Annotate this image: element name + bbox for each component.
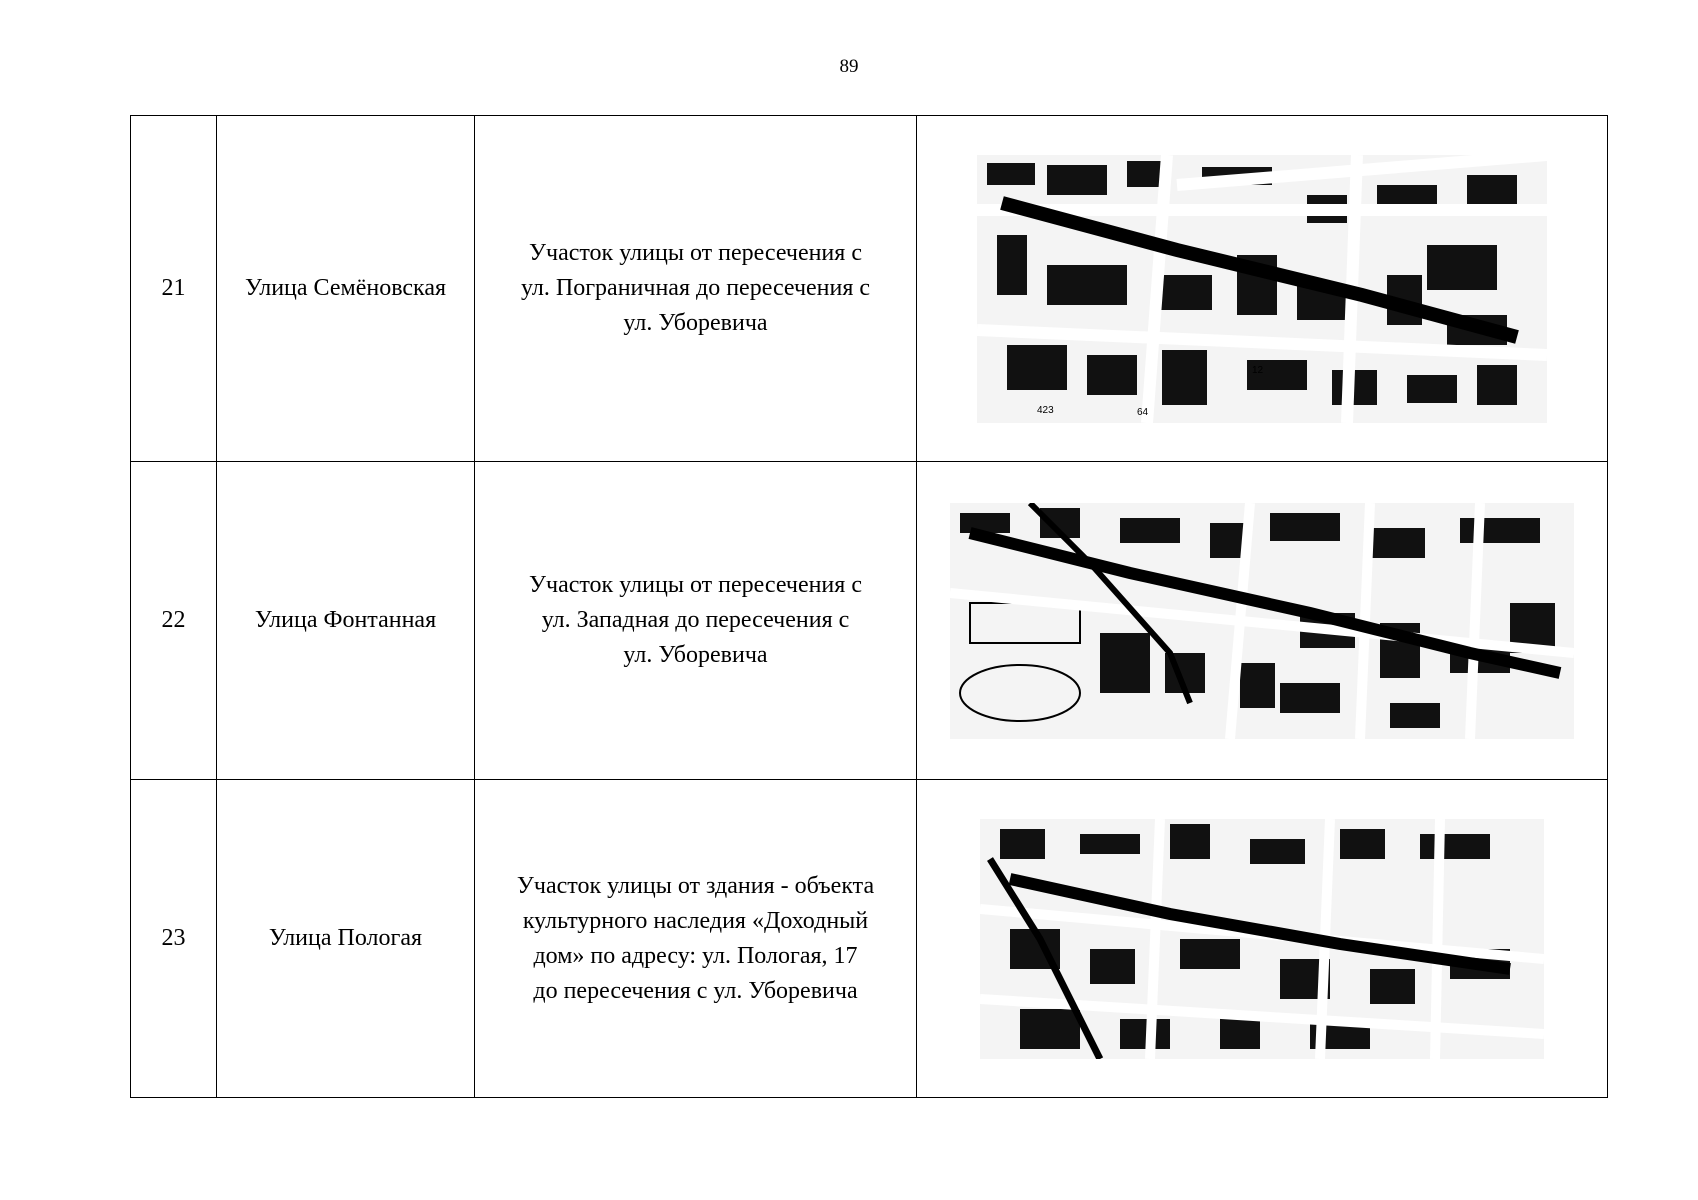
description-line: до пересечения с ул. Уборевича <box>533 977 858 1004</box>
streets-table <box>130 115 1608 1098</box>
description-line: ул. Уборевича <box>623 642 768 668</box>
map-cell <box>917 116 1608 462</box>
table-row <box>131 116 1608 462</box>
street-name-cell <box>217 780 475 1098</box>
description-line: ул. Западная до пересечения с <box>541 607 850 633</box>
description <box>475 568 916 673</box>
description-line: дом» по адресу: ул. Пологая, 17 <box>533 942 858 969</box>
table-row <box>131 462 1608 780</box>
street-name: Улица Фонтанная <box>254 607 437 633</box>
street-name: Улица Семёновская <box>244 275 447 301</box>
description-line: культурного наследия «Доходный <box>522 907 869 934</box>
description <box>475 236 916 341</box>
map-cell <box>917 780 1608 1098</box>
description-line: ул. Пограничная до пересечения с <box>520 275 871 301</box>
street-name-cell <box>217 462 475 780</box>
row-number: 23 <box>161 925 186 951</box>
description-line: Участок улицы от пересечения с <box>529 572 862 598</box>
row-number: 22 <box>161 607 186 633</box>
street-map-21 <box>977 155 1547 423</box>
street-map-22 <box>950 503 1574 739</box>
description-cell <box>475 462 917 780</box>
row-number-cell <box>131 462 217 780</box>
map-label: 12 <box>1252 364 1264 376</box>
street-name: Улица Пологая <box>268 925 423 951</box>
description-cell <box>475 116 917 462</box>
map-label: 64 <box>1137 406 1149 418</box>
row-number: 21 <box>161 275 186 301</box>
description-line: Участок улицы от здания - объекта <box>516 872 875 899</box>
map-label: 423 <box>1037 404 1054 416</box>
description-line: ул. Уборевича <box>623 310 768 336</box>
row-number-cell <box>131 116 217 462</box>
description <box>475 869 916 1009</box>
row-number-cell <box>131 780 217 1098</box>
page-number: 89 <box>839 56 859 77</box>
description-cell <box>475 780 917 1098</box>
table-row <box>131 780 1608 1098</box>
street-name-cell <box>217 116 475 462</box>
map-cell <box>917 462 1608 780</box>
street-map-23 <box>980 819 1544 1059</box>
description-line: Участок улицы от пересечения с <box>529 240 862 266</box>
